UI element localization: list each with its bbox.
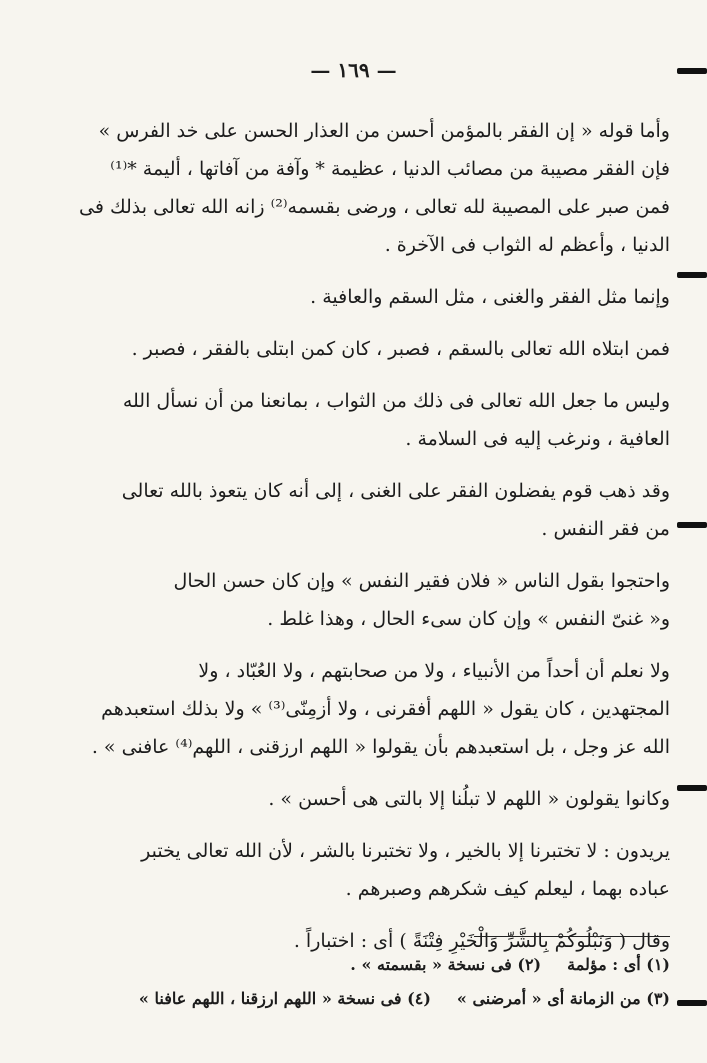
scan-edge-mark [677,522,707,528]
text-line: العافية ، ونرغب إليه فى السلامة . [405,428,670,450]
text-line: واحتجوا بقول الناس « فلان فقير النفس » وإن كان حسن الحال [173,570,670,592]
paragraph-gap [48,368,670,382]
text-line: وإنما مثل الفقر والغنى ، مثل السقم والعافية . [310,286,670,308]
scan-edge-mark [677,68,707,74]
page-number: — ١٦٩ — [310,58,397,82]
text-line: وقد ذهب قوم يفضلون الفقر على الغنى ، إلى أنه كان يتعوذ بالله تعالى [121,480,670,502]
paragraph [48,330,670,368]
paragraph-gap [48,818,670,832]
paragraph-gap [48,264,670,278]
paragraph [48,278,670,316]
paragraph [48,112,670,264]
paragraph [48,382,670,458]
text-line: و« غنىّ النفس » وإن كان سىء الحال ، وهذا غلط . [267,608,670,630]
text-line: الله عز وجل ، بل استعبدهم بأن يقولوا « اللهم ارزقنى ، اللهم⁽⁴⁾ عافنى » . [91,736,670,758]
paragraph-gap [48,766,670,780]
paragraph-gap [48,638,670,652]
paragraph [48,562,670,638]
text-line: فإن الفقر مصيبة من مصائب الدنيا ، عظيمة * وآفة من آفاتها ، أليمة *⁽¹⁾ [110,158,670,180]
paragraph [48,652,670,766]
text-line: فمن صبر على المصيبة لله تعالى ، ورضى بقسمه⁽²⁾ زانه الله تعالى بذلك فى [79,196,670,218]
text-line: وليس ما جعل الله تعالى فى ذلك من الثواب ، بمانعنا من أن نسأل الله [122,390,670,412]
paragraph-gap [48,458,670,472]
paragraph [48,472,670,548]
paragraph [48,780,670,818]
footnote: (١) أى : مؤلمة [567,955,670,974]
text-line: فمن ابتلاه الله تعالى بالسقم ، فصبر ، كان كمن ابتلى بالفقر ، فصبر . [131,338,670,360]
scan-edge-mark [677,272,707,278]
text-line: يريدون : لا تختبرنا إلا بالخير ، ولا تختبرنا بالشر ، لأن الله تعالى يختبر [141,840,670,862]
footnote: (٣) من الزمانة أى « أمرضنى » [456,989,670,1008]
paragraph-gap [48,548,670,562]
text-line: المجتهدين ، كان يقول « اللهم أفقرنى ، ولا أزمِنّى⁽³⁾ » ولا بذلك استعبدهم [101,698,670,720]
footnotes [100,948,670,1016]
footnote: (٢) فى نسخة « بقسمته » . [350,955,542,974]
text-line: من فقر النفس . [541,518,670,540]
scan-edge-mark [677,785,707,791]
scan-edge-mark [677,1000,707,1006]
text-line: عباده بهما ، ليعلم كيف شكرهم وصبرهم . [345,878,670,900]
paragraph-gap [48,908,670,922]
footnote: (٤) فى نسخة « اللهم ارزقنا ، اللهم عافنا » [138,989,431,1008]
footnote-line [100,948,670,982]
footnote-line [100,982,670,1016]
text-line: الدنيا ، وأعظم له الثواب فى الآخرة . [384,234,670,256]
text-line: وأما قوله « إن الفقر بالمؤمن أحسن من العذار الحسن على خد الفرس » [98,120,670,142]
paragraph [48,832,670,908]
text-line: وقال ( وَنَبْلُوكُمْ بِالشَّرِّ وَالْخَيْرِ فِتْنَةً ) أى : اختباراً . [293,930,670,952]
footnote-divider [474,936,670,937]
paragraph-gap [48,316,670,330]
text-line: ولا نعلم أن أحداً من الأنبياء ، ولا من صحابتهم ، ولا العُبّاد ، ولا [198,660,670,682]
body-text [48,112,670,960]
text-line: وكانوا يقولون « اللهم لا تبلُنا إلا بالتى هى أحسن » . [268,788,670,810]
